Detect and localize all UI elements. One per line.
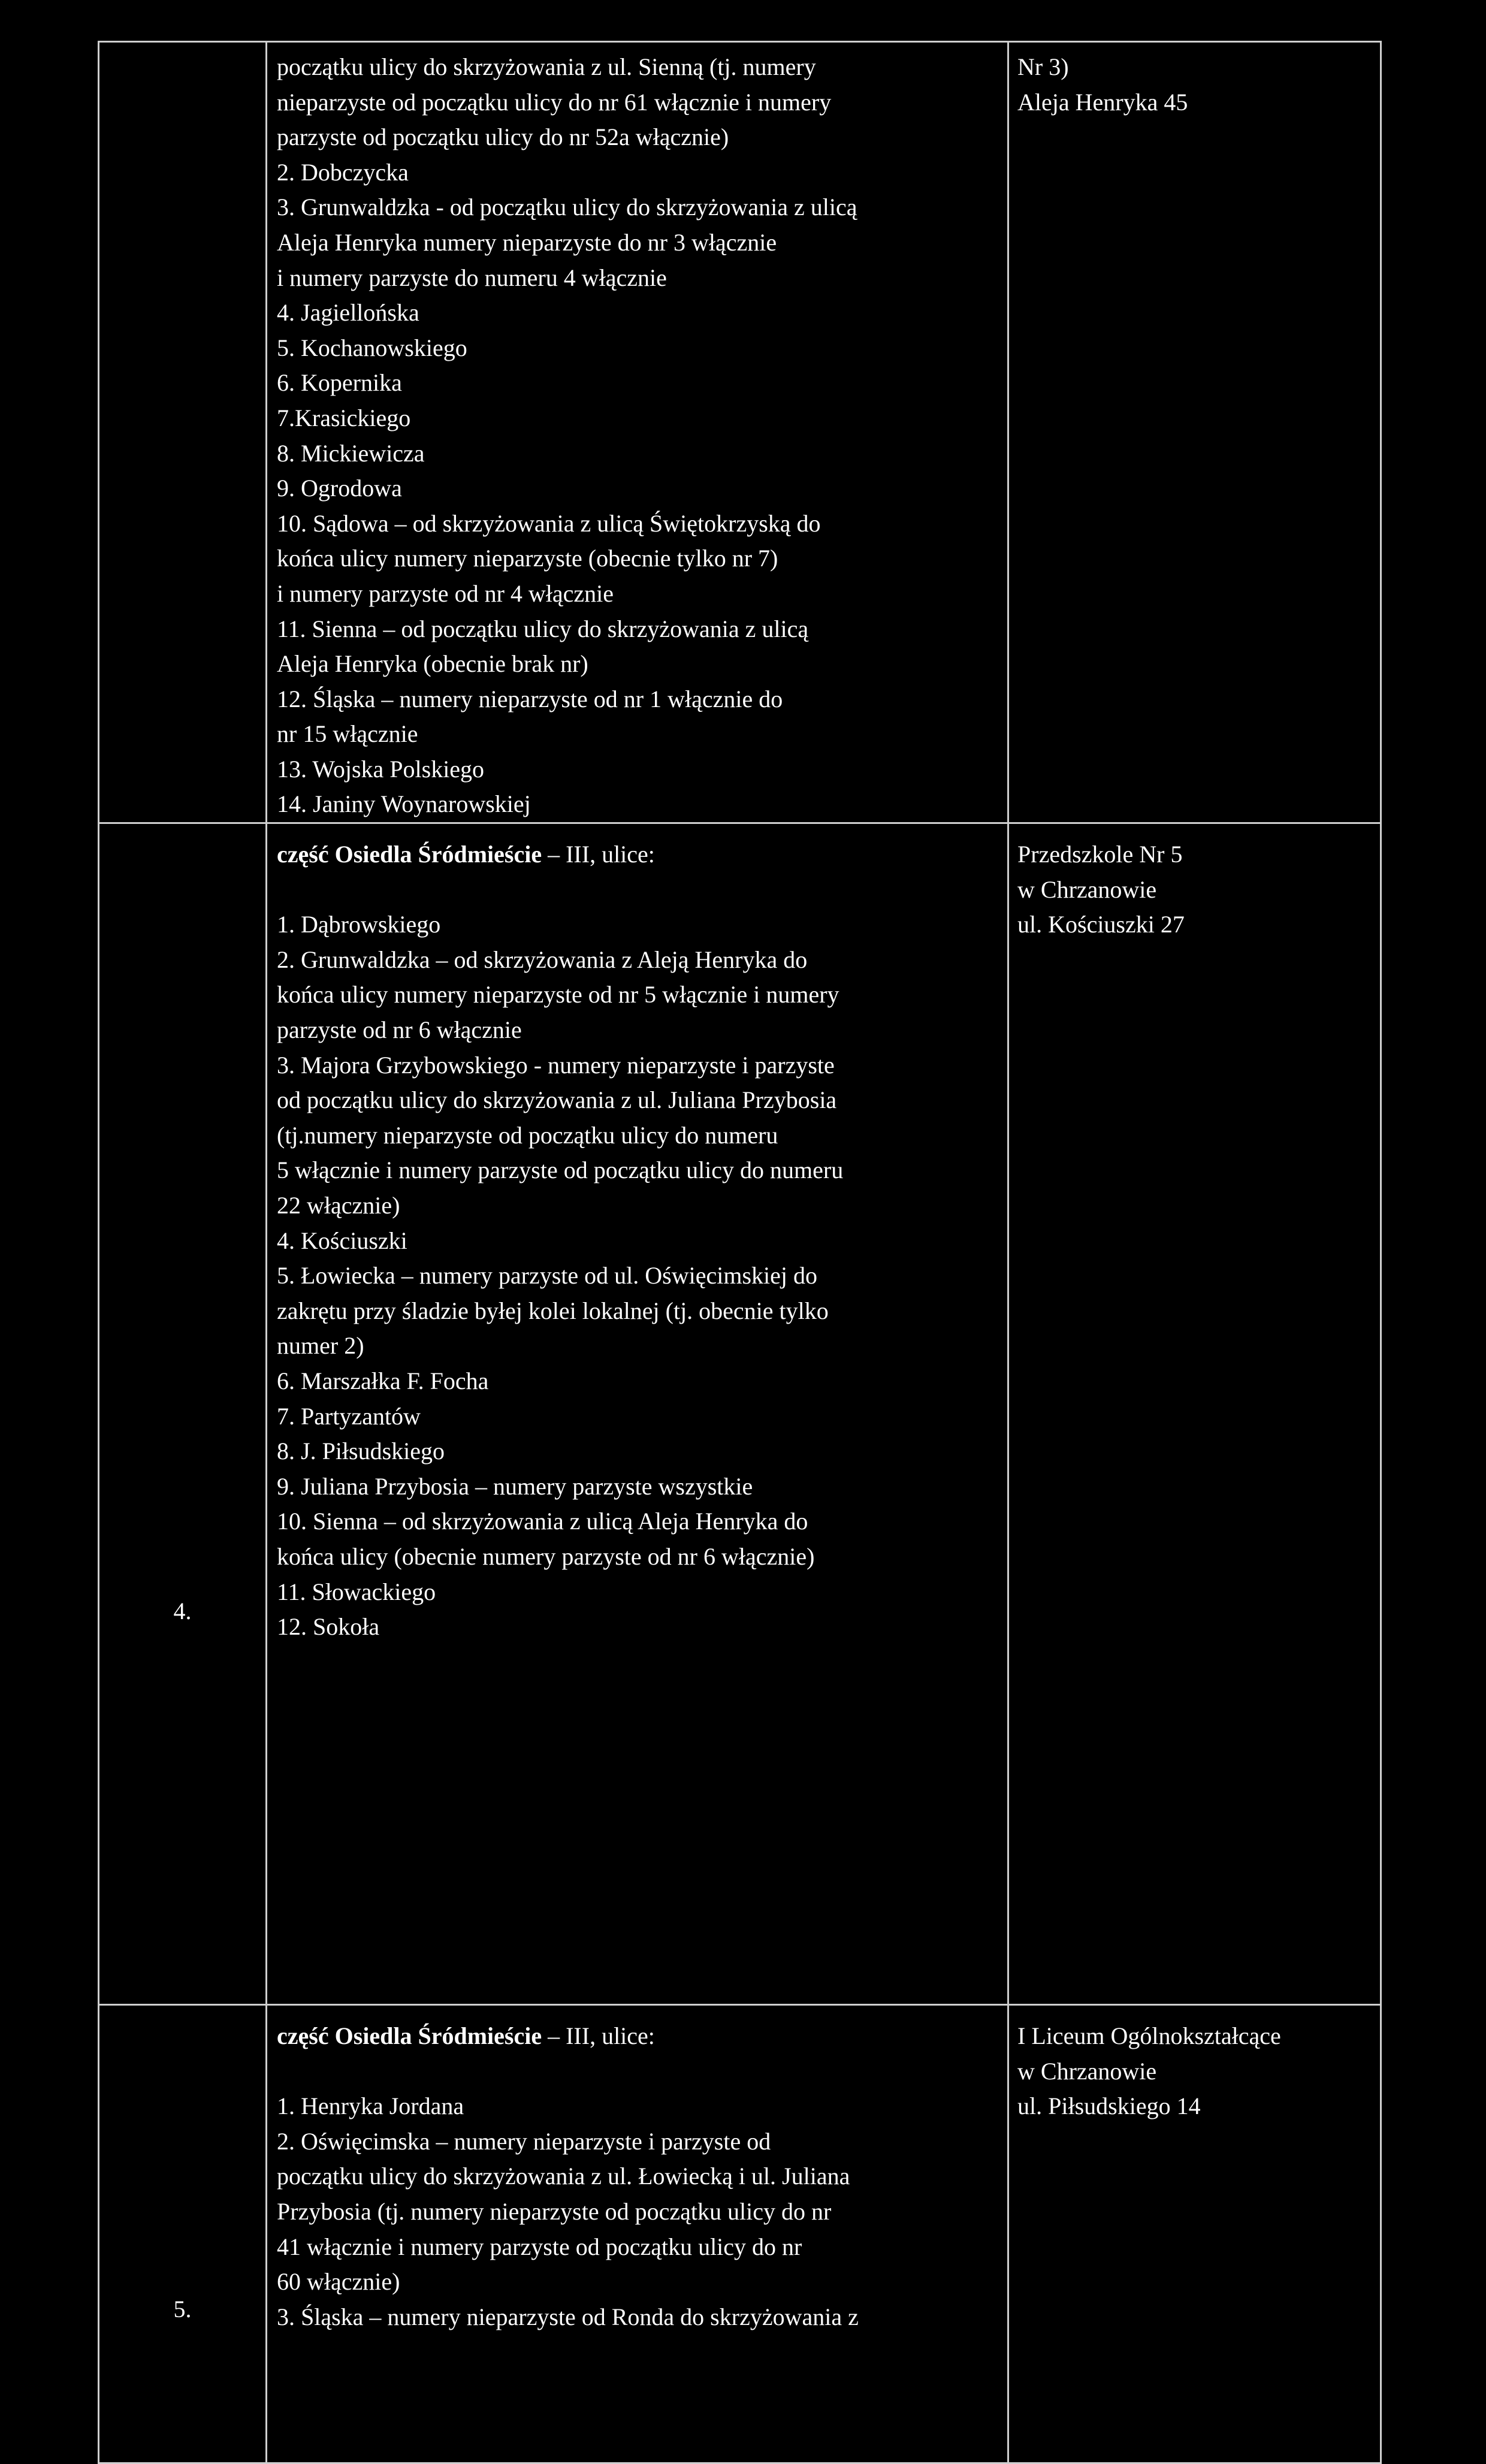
street-line: 10. Sądowa – od skrzyżowania z ulicą Świętokrzyską do bbox=[277, 509, 821, 537]
school-line: ul. Kościuszki 27 bbox=[1017, 911, 1185, 938]
school-cell bbox=[1008, 2005, 1381, 2463]
school-line: I Liceum Ogólnokształcące bbox=[1017, 2022, 1281, 2050]
street-line: 7.Krasickiego bbox=[277, 404, 411, 431]
street-line: 8. Mickiewicza bbox=[277, 439, 425, 467]
school-line: Aleja Henryka 45 bbox=[1017, 88, 1188, 116]
street-line: Aleja Henryka numery nieparzyste do nr 3 włącznie bbox=[277, 228, 777, 256]
street-line: Przybosia (tj. numery nieparzyste od początku ulicy do nr bbox=[277, 2198, 832, 2226]
street-line: 12. Sokoła bbox=[277, 1613, 380, 1641]
row-number: 4. bbox=[173, 1598, 192, 1625]
spacer bbox=[277, 872, 1007, 908]
street-line: (tj.numery nieparzyste od początku ulicy do numeru bbox=[277, 1121, 778, 1149]
streets-cell bbox=[267, 823, 1008, 2005]
street-line: 5 włącznie i numery parzyste od początku ulicy do numeru bbox=[277, 1156, 844, 1184]
street-line: 13. Wojska Polskiego bbox=[277, 755, 485, 783]
street-line: początku ulicy do skrzyżowania z ul. Sienną (tj. numery bbox=[277, 53, 816, 80]
school-cell bbox=[1008, 42, 1381, 823]
street-line: 7. Partyzantów bbox=[277, 1402, 421, 1430]
street-line: parzyste od początku ulicy do nr 52a włącznie) bbox=[277, 123, 729, 151]
table-row bbox=[99, 823, 1381, 2005]
row-number-cell bbox=[99, 42, 267, 823]
street-line: 5. Kochanowskiego bbox=[277, 334, 467, 361]
row-number: 5. bbox=[173, 2296, 192, 2323]
street-line: parzyste od nr 6 włącznie bbox=[277, 1016, 522, 1044]
spacer bbox=[277, 2054, 1007, 2089]
section-heading bbox=[277, 2019, 1007, 2054]
row-number-cell bbox=[99, 823, 267, 2005]
street-line: 11. Sienna – od początku ulicy do skrzyżowania z ulicą bbox=[277, 615, 809, 642]
street-line: nieparzyste od początku ulicy do nr 61 włącznie i numery bbox=[277, 88, 832, 116]
street-line: końca ulicy (obecnie numery parzyste od nr 6 włącznie) bbox=[277, 1542, 815, 1570]
school-line: w Chrzanowie bbox=[1017, 875, 1157, 903]
streets-cell bbox=[267, 42, 1008, 823]
street-line: końca ulicy numery nieparzyste od nr 5 włącznie i numery bbox=[277, 981, 839, 1008]
street-line: 41 włącznie i numery parzyste od początku ulicy do nr bbox=[277, 2233, 802, 2260]
districts-table bbox=[98, 41, 1382, 2464]
street-line: 11. Słowackiego bbox=[277, 1578, 436, 1605]
section-heading bbox=[277, 837, 1007, 872]
street-line: 4. Kościuszki bbox=[277, 1227, 407, 1254]
street-line: zakrętu przy śladzie byłej kolei lokalnej (tj. obecnie tylko bbox=[277, 1297, 829, 1324]
street-line: 10. Sienna – od skrzyżowania z ulicą Aleja Henryka do bbox=[277, 1508, 808, 1535]
street-line: początku ulicy do skrzyżowania z ul. Łowiecką i ul. Juliana bbox=[277, 2163, 850, 2190]
school-cell bbox=[1008, 823, 1381, 2005]
street-line: 60 włącznie) bbox=[277, 2268, 400, 2296]
street-line: 3. Grunwaldzka - od początku ulicy do skrzyżowania z ulicą bbox=[277, 194, 857, 221]
section-heading-bold: część Osiedla Śródmieście bbox=[277, 2022, 542, 2050]
school-line: w Chrzanowie bbox=[1017, 2057, 1157, 2085]
section-heading-bold: część Osiedla Śródmieście bbox=[277, 841, 542, 868]
street-line: nr 15 włącznie bbox=[277, 720, 418, 748]
street-line: 9. Ogrodowa bbox=[277, 475, 402, 502]
section-heading-rest: – III, ulice: bbox=[542, 2022, 655, 2050]
street-line: 2. Grunwaldzka – od skrzyżowania z Aleją Henryka do bbox=[277, 946, 808, 973]
street-line: 3. Śląska – numery nieparzyste od Ronda do skrzyżowania z bbox=[277, 2303, 859, 2330]
street-line: 2. Dobczycka bbox=[277, 158, 409, 186]
street-line: i numery parzyste od nr 4 włącznie bbox=[277, 579, 614, 607]
street-line: 14. Janiny Woynarowskiej bbox=[277, 790, 531, 818]
street-line: od początku ulicy do skrzyżowania z ul. Juliana Przybosia bbox=[277, 1086, 837, 1114]
streets-cell bbox=[267, 2005, 1008, 2463]
section-heading-rest: – III, ulice: bbox=[542, 841, 655, 868]
school-line: Przedszkole Nr 5 bbox=[1017, 841, 1183, 868]
street-line: 12. Śląska – numery nieparzyste od nr 1 włącznie do bbox=[277, 685, 783, 712]
street-line: końca ulicy numery nieparzyste (obecnie tylko nr 7) bbox=[277, 545, 778, 572]
school-line: ul. Piłsudskiego 14 bbox=[1017, 2092, 1201, 2120]
table-row bbox=[99, 42, 1381, 823]
street-line: 6. Kopernika bbox=[277, 369, 402, 397]
table-row bbox=[99, 2005, 1381, 2463]
street-line: i numery parzyste do numeru 4 włącznie bbox=[277, 264, 667, 291]
street-line: 1. Henryka Jordana bbox=[277, 2092, 464, 2120]
street-line: 4. Jagiellońska bbox=[277, 299, 419, 327]
street-line: 5. Łowiecka – numery parzyste od ul. Oświęcimskiej do bbox=[277, 1262, 817, 1290]
street-line: 22 włącznie) bbox=[277, 1192, 400, 1219]
street-line: numer 2) bbox=[277, 1332, 364, 1360]
street-line: Aleja Henryka (obecnie brak nr) bbox=[277, 650, 588, 678]
street-line: 8. J. Piłsudskiego bbox=[277, 1438, 445, 1465]
school-line: Nr 3) bbox=[1017, 53, 1069, 80]
row-number-cell bbox=[99, 2005, 267, 2463]
street-line: 1. Dąbrowskiego bbox=[277, 911, 441, 938]
street-line: 9. Juliana Przybosia – numery parzyste wszystkie bbox=[277, 1472, 753, 1500]
street-line: 3. Majora Grzybowskiego - numery nieparzyste i parzyste bbox=[277, 1051, 835, 1079]
street-line: 2. Oświęcimska – numery nieparzyste i parzyste od bbox=[277, 2127, 771, 2155]
street-line: 6. Marszałka F. Focha bbox=[277, 1367, 489, 1394]
